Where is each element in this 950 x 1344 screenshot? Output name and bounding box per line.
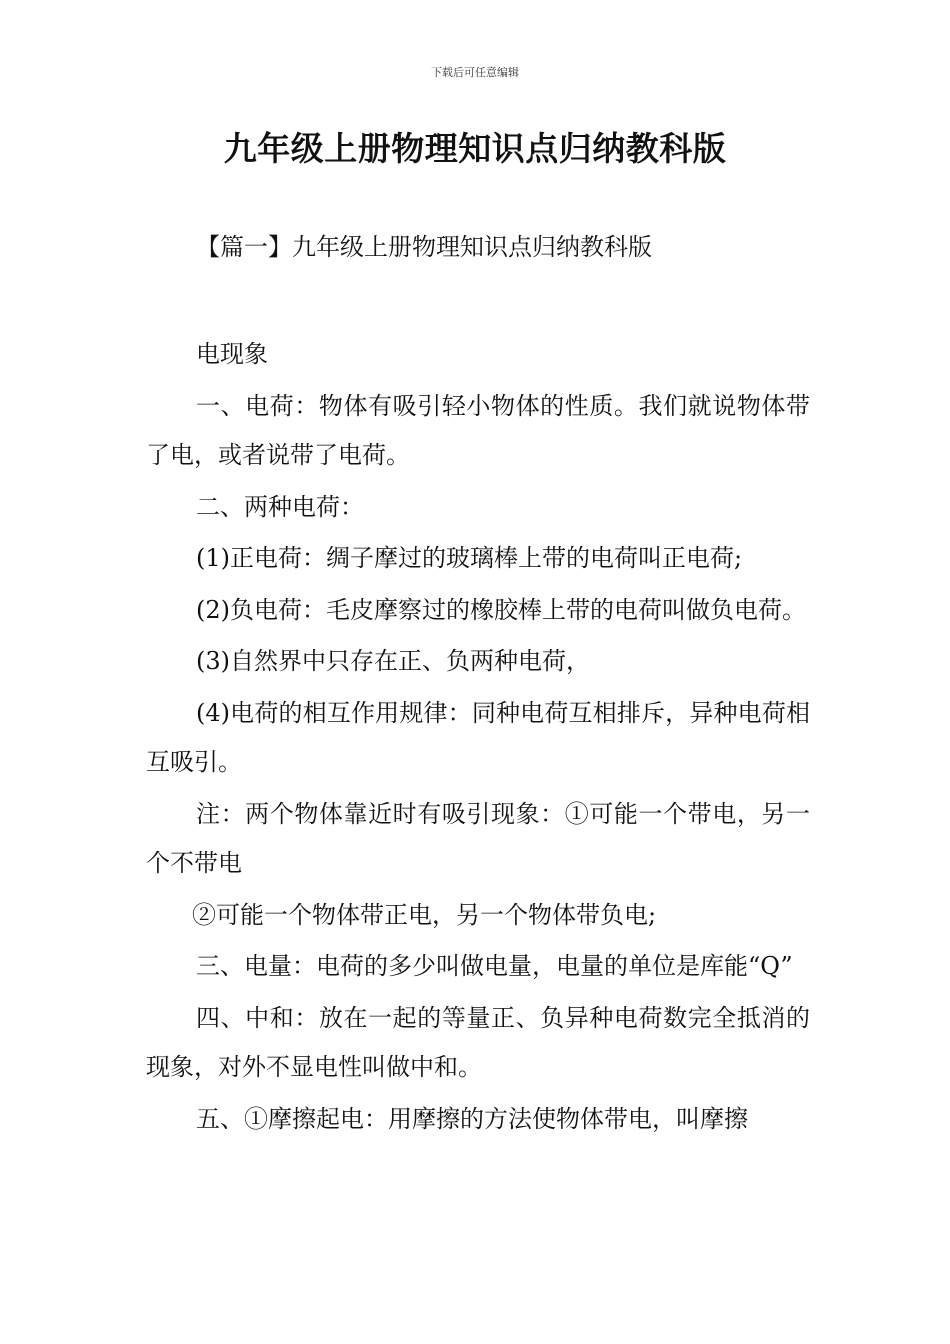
paragraph-quantity: 三、电量：电荷的多少叫做电量，电量的单位是库能“Q” [196,952,793,980]
paragraph-two-charges: 二、两种电荷： [196,492,364,521]
paragraph-charge-definition: 一、电荷：物体有吸引轻小物体的性质。我们就说物体带了电，或者说带了电荷。 [146,391,810,469]
paragraph-note-case-2: ②可能一个物体带正电，另一个物体带负电; [192,900,657,929]
section-heading: 【篇一】九年级上册物理知识点归纳教科版 [196,233,652,261]
paragraph-neutralization: 四、中和：放在一起的等量正、负异种电荷数完全抵消的现象，对外不显电性叫做中和。 [146,1003,810,1081]
paragraph-positive-charge: (1)正电荷：绸子摩过的玻璃棒上带的电荷叫正电荷; [196,544,743,572]
paragraph-topic: 电现象 [196,340,268,368]
paragraph-negative-charge: (2)负电荷：毛皮摩察过的橡胶棒上带的电荷叫做负电荷。 [196,595,806,624]
document-title: 九年级上册物理知识点归纳教科版 [223,129,727,168]
paragraph-note: 注：两个物体靠近时有吸引现象：①可能一个带电，另一个不带电 [146,799,810,877]
paragraph-friction-charging: 五、①摩擦起电：用摩擦的方法使物体带电，叫摩擦 [196,1104,748,1133]
paragraph-interaction-law: (4)电荷的相互作用规律：同种电荷互相排斥，异种电荷相互吸引。 [146,698,810,776]
document-body [146,330,810,1146]
page-header-note: 下载后可任意编辑 [431,66,519,79]
paragraph-only-two-charges: (3)自然界中只存在正、负两种电荷， [196,647,590,675]
